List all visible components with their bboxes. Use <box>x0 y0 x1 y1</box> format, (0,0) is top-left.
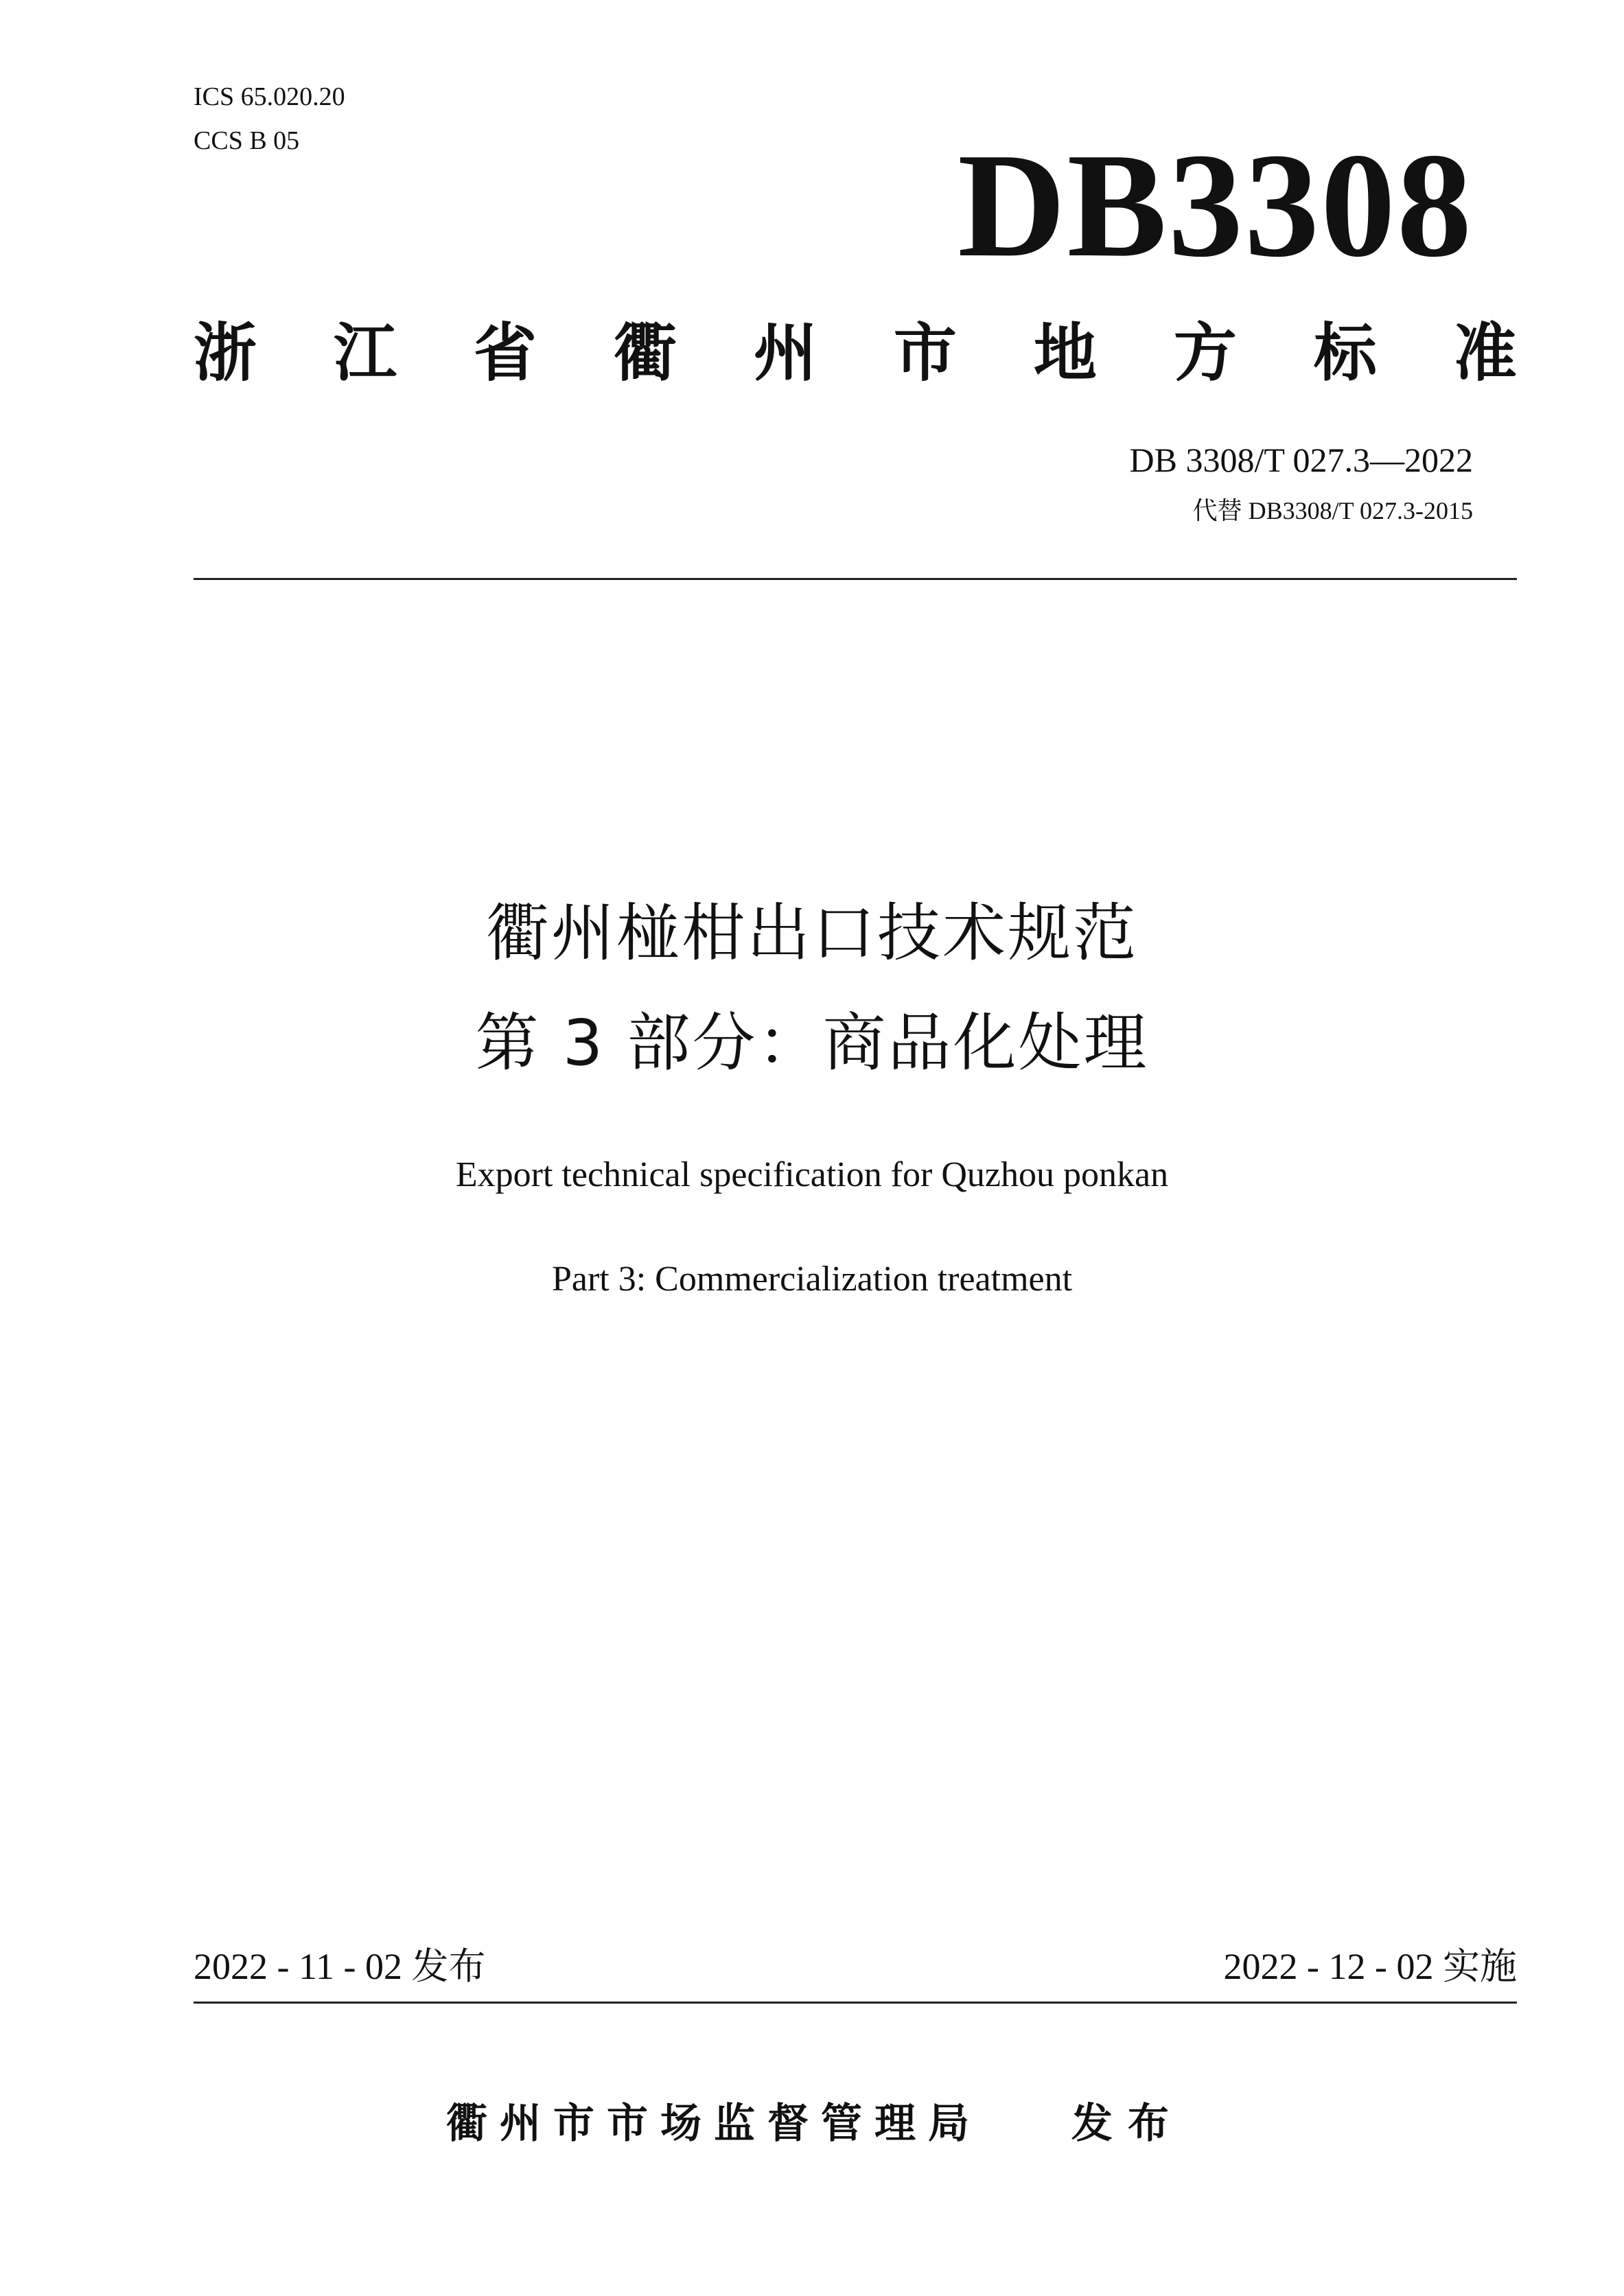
issue-date: 2022 - 11 - 02 发布 <box>194 1946 486 1987</box>
standard-code: DB3308 <box>958 123 1473 288</box>
bottom-divider <box>194 2002 1517 2004</box>
standard-type-char: 标 <box>1313 316 1377 390</box>
standard-type-char: 方 <box>1173 316 1237 390</box>
title-part-en: Part 3: Commercialization treatment <box>551 1260 1073 1299</box>
standard-type-char: 衢 <box>613 316 677 390</box>
issuer <box>446 2098 1184 2150</box>
replaces-standard: 代替 DB3308/T 027.3-2015 <box>1192 497 1473 524</box>
standard-type-char: 州 <box>753 316 817 390</box>
standard-type-char: 省 <box>473 316 537 390</box>
standard-type-char: 江 <box>333 316 397 390</box>
issuer-action: 发布 <box>1071 2100 1184 2148</box>
standard-number: DB 3308/T 027.3—2022 <box>1129 441 1473 479</box>
title-part-cn: 第 3 部分：商品化处理 <box>475 1006 1149 1080</box>
issuer-name: 衢州市市场监督管理局 <box>446 2100 982 2148</box>
standard-type-char: 地 <box>1033 316 1097 390</box>
standard-type-char: 准 <box>1453 316 1517 390</box>
title-main-en: Export technical specification for Quzhou ponkan <box>455 1155 1169 1194</box>
ics-code: ICS 65.020.20 <box>194 82 345 111</box>
ccs-code: CCS B 05 <box>194 126 300 155</box>
top-divider <box>194 578 1517 580</box>
standard-type-char: 浙 <box>194 316 257 390</box>
title-main-cn: 衢州椪柑出口技术规范 <box>485 896 1138 970</box>
standard-type-char: 市 <box>893 316 957 390</box>
implementation-date: 2022 - 12 - 02 实施 <box>1223 1946 1517 1987</box>
standard-type-title <box>194 316 1517 391</box>
